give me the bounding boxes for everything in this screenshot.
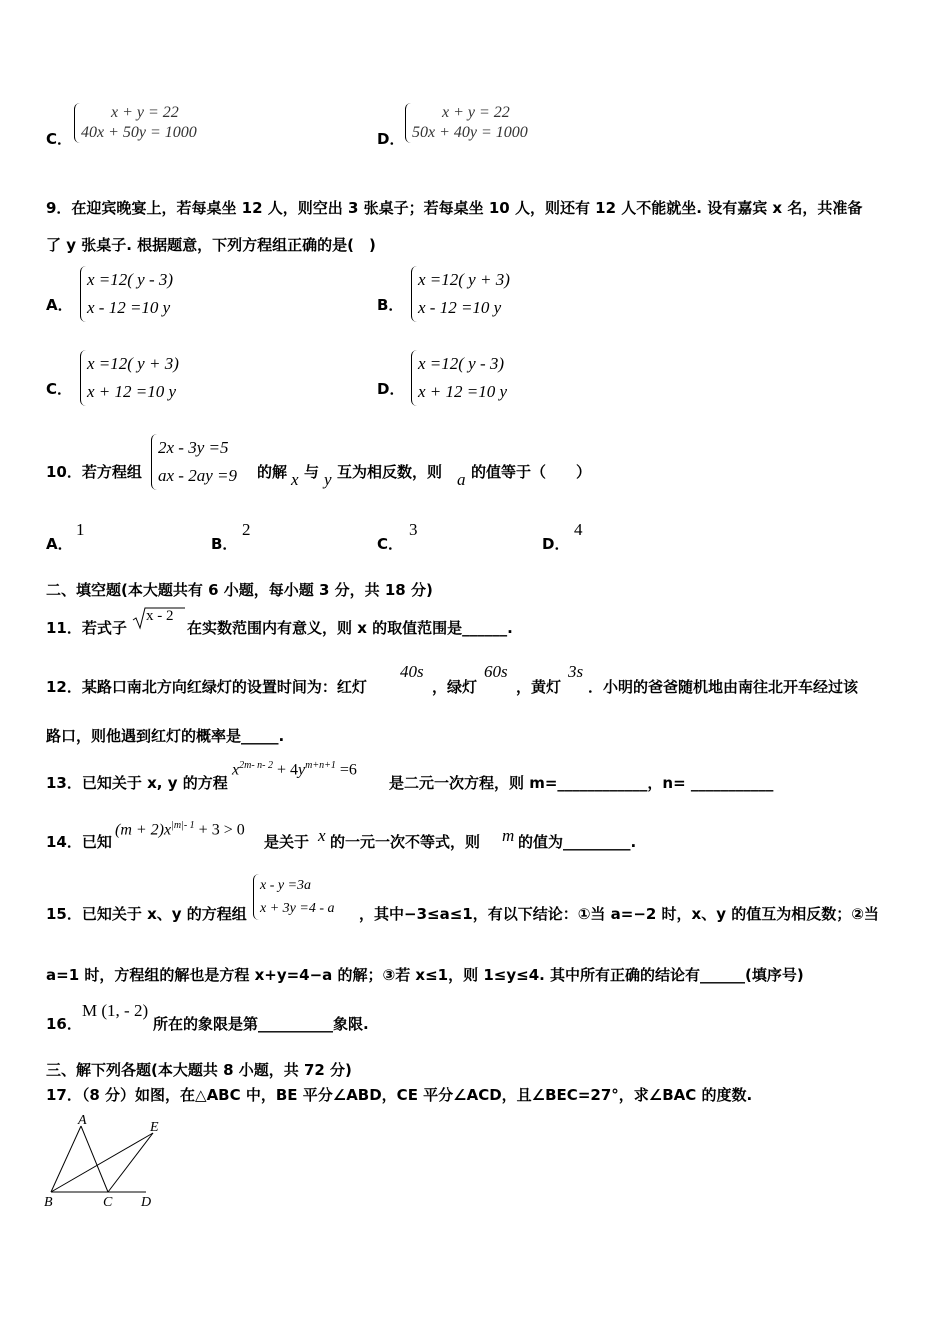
q14-expr-a: (m + 2)x bbox=[115, 821, 172, 839]
q10-text1: 的解 bbox=[257, 463, 288, 481]
q12-line2: 路口，则他遇到红灯的概率是_____. bbox=[46, 727, 285, 745]
q13-base-y: y bbox=[298, 761, 306, 779]
q10-option-a-value: 1 bbox=[76, 520, 85, 539]
label-d: D bbox=[141, 1195, 152, 1210]
q13-mid: + 4 bbox=[277, 761, 299, 779]
q9-option-d-label: D． bbox=[377, 380, 405, 398]
q10-text3: 互为相反数，则 bbox=[337, 463, 443, 481]
q9-option-c-system: x =12( y + 3) x + 12 =10 y bbox=[80, 350, 179, 406]
section-2-heading: 二、填空题(本大题共有 6 小题，每小题 3 分，共 18 分) bbox=[46, 581, 433, 599]
q9-option-a-label: A． bbox=[46, 296, 73, 314]
q12-red-time: 40s bbox=[400, 662, 424, 681]
line-ce bbox=[108, 1133, 153, 1192]
q17-text: 17．（8 分）如图，在△ABC 中，BE 平分∠ABD，CE 平分∠ACD，且∠BEC=27°，求∠BAC 的度数. bbox=[46, 1086, 753, 1104]
q17-triangle-figure bbox=[40, 1110, 170, 1210]
q9-option-b-system: x =12( y + 3) x - 12 =10 y bbox=[411, 266, 510, 322]
q10-option-a-label: A． bbox=[46, 535, 73, 553]
label-a: A bbox=[78, 1113, 87, 1128]
q10-option-d-value: 4 bbox=[574, 520, 583, 539]
q15-system: x - y =3a x + 3y =4 - a bbox=[253, 874, 334, 920]
q10-var-y: y bbox=[324, 470, 332, 489]
q13-base-x: x bbox=[232, 761, 240, 779]
q8-option-d-label: D． bbox=[377, 130, 405, 148]
line-be bbox=[51, 1133, 153, 1192]
q13-equation bbox=[232, 760, 357, 779]
label-c: C bbox=[103, 1195, 113, 1210]
q14-prefix: 14．已知 bbox=[46, 833, 112, 851]
q11-prefix: 11．若式子 bbox=[46, 619, 127, 637]
q10-option-d-label: D． bbox=[542, 535, 570, 553]
q9-line1: 9．在迎宾晚宴上，若每桌坐 12 人，则空出 3 张桌子；若每桌坐 10 人，则还有 12 人不能就坐. 设有嘉宾 x 名，共准备 bbox=[46, 199, 863, 217]
q8-option-d-system: x + y = 22 50x + 40y = 1000 bbox=[405, 103, 528, 143]
q9-line2: 了 y 张桌子. 根据题意，下列方程组正确的是( ) bbox=[46, 236, 376, 254]
line-ac bbox=[81, 1126, 108, 1192]
q12-green-time: 60s bbox=[484, 662, 508, 681]
q8-option-c-label: C． bbox=[46, 130, 73, 148]
q14-text1: 是关于 bbox=[264, 833, 310, 851]
q13-exp-x: 2m- n- 2 bbox=[239, 760, 273, 771]
q10-text2: 与 bbox=[304, 463, 320, 481]
label-b: B bbox=[44, 1195, 53, 1210]
q12-text2: ，黄灯 bbox=[516, 678, 562, 696]
q16-point: M (1, - 2) bbox=[82, 1001, 149, 1020]
q8-option-c-system: x + y = 22 40x + 50y = 1000 bbox=[74, 103, 197, 143]
q10-option-b-label: B． bbox=[211, 535, 238, 553]
q12-text1: ，绿灯 bbox=[432, 678, 478, 696]
q12-prefix: 12．某路口南北方向红绿灯的设置时间为：红灯 bbox=[46, 678, 367, 696]
q13-exp-y: m+n+1 bbox=[305, 760, 336, 771]
line-ba bbox=[51, 1126, 81, 1192]
q10-prefix: 10．若方程组 bbox=[46, 463, 142, 481]
q15-prefix: 15．已知关于 x、y 的方程组 bbox=[46, 905, 247, 923]
q11-radicand: x - 2 bbox=[146, 608, 174, 624]
q13-rhs: =6 bbox=[339, 761, 357, 779]
q14-inequality bbox=[115, 820, 245, 839]
q11-suffix: 在实数范围内有意义，则 x 的取值范围是______. bbox=[187, 619, 513, 637]
q9-option-b-label: B． bbox=[377, 296, 404, 314]
q10-system: 2x - 3y =5 ax - 2ay =9 bbox=[151, 434, 237, 490]
q14-exp: |m|- 1 bbox=[171, 820, 195, 831]
label-e: E bbox=[150, 1120, 159, 1135]
q10-text4: 的值等于（ ） bbox=[471, 463, 592, 481]
q9-option-d-system: x =12( y - 3) x + 12 =10 y bbox=[411, 350, 507, 406]
q14-text2: 的一元一次不等式，则 bbox=[330, 833, 481, 851]
q9-option-a-system: x =12( y - 3) x - 12 =10 y bbox=[80, 266, 173, 322]
q14-var-x: x bbox=[318, 826, 326, 845]
q16-suffix: 所在的象限是第__________象限. bbox=[153, 1015, 369, 1033]
q9-option-c-label: C． bbox=[46, 380, 73, 398]
q10-option-b-value: 2 bbox=[242, 520, 251, 539]
q13-prefix: 13．已知关于 x, y 的方程 bbox=[46, 774, 228, 792]
q14-expr-b: + 3 > 0 bbox=[198, 821, 245, 839]
q16-prefix: 16． bbox=[46, 1015, 82, 1033]
section-3-heading: 三、解下列各题(本大题共 8 小题，共 72 分) bbox=[46, 1061, 352, 1079]
q13-suffix: 是二元一次方程，则 m=____________，n= ___________ bbox=[389, 774, 774, 792]
q12-yellow-time: 3s bbox=[568, 662, 584, 681]
q14-var-m: m bbox=[502, 826, 515, 845]
q12-text3: ．小明的爸爸随机地由南往北开车经过该 bbox=[588, 678, 859, 696]
q10-var-x: x bbox=[291, 470, 299, 489]
q10-var-a: a bbox=[457, 470, 466, 489]
q15-line2: a=1 时，方程组的解也是方程 x+y=4−a 的解；③若 x≤1，则 1≤y≤4. 其中所有正确的结论有______(填序号) bbox=[46, 966, 804, 984]
q14-text3: 的值为_________. bbox=[518, 833, 637, 851]
q10-option-c-label: C． bbox=[377, 535, 404, 553]
q15-suffix: ，其中−3≤a≤1，有以下结论：①当 a=−2 时，x、y 的值互为相反数；②当 bbox=[359, 905, 879, 923]
q10-option-c-value: 3 bbox=[409, 520, 418, 539]
